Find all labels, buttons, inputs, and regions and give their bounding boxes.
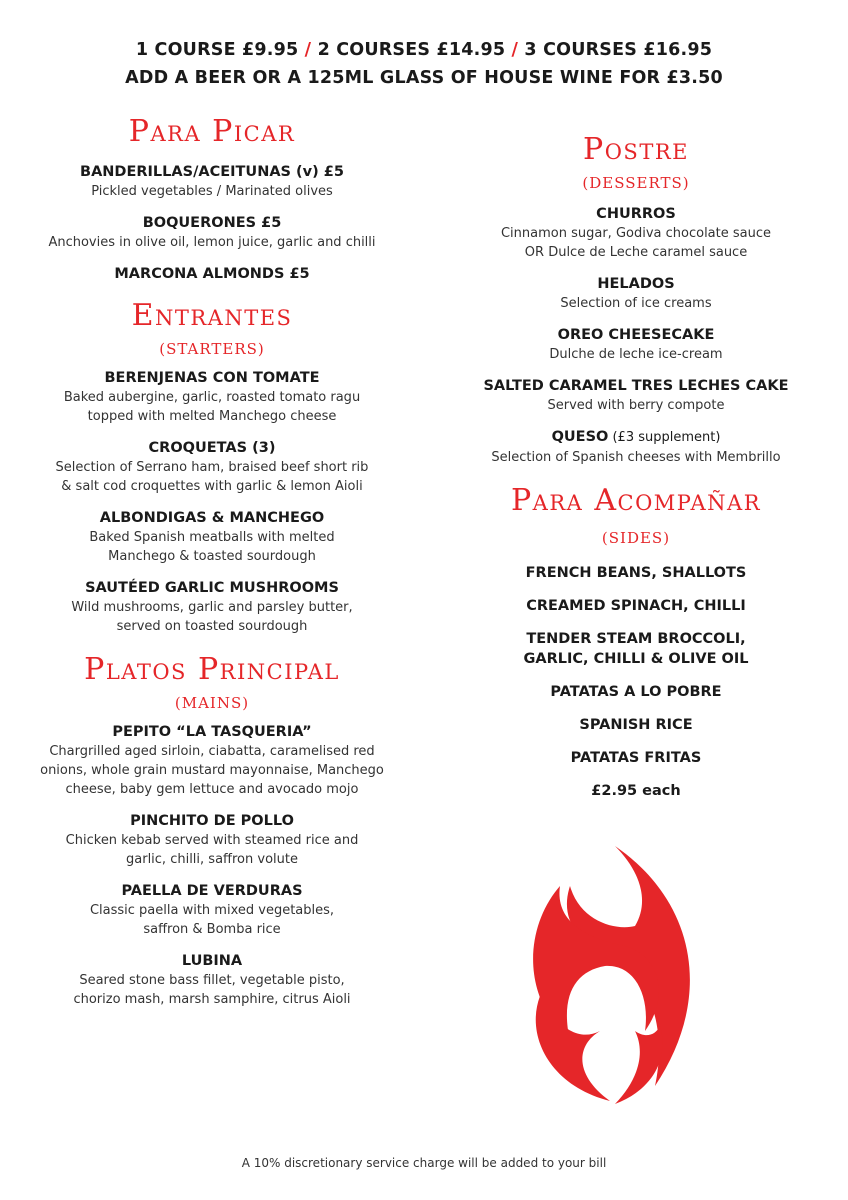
side-item bbox=[456, 682, 816, 702]
menu-item bbox=[22, 881, 402, 939]
menu-item-description: Classic paella with mixed vegetables, bbox=[89, 903, 335, 918]
platos-list bbox=[22, 722, 402, 1009]
menu-item-name bbox=[22, 162, 402, 182]
menu-item-name bbox=[22, 508, 402, 528]
menu-item-description: Selection of ice creams bbox=[560, 296, 712, 311]
menu-item bbox=[456, 427, 816, 467]
menu-item-name-text: SAUTÉED GARLIC MUSHROOMS bbox=[85, 580, 339, 596]
menu-item-description: Anchovies in olive oil, lemon juice, garlic and chilli bbox=[48, 235, 376, 250]
menu-item-name bbox=[456, 376, 816, 396]
menu-item bbox=[22, 162, 402, 201]
side-item-line: SPANISH RICE bbox=[579, 717, 693, 733]
side-item-line: GARLIC, CHILLI & OLIVE OIL bbox=[523, 651, 749, 667]
menu-item-name bbox=[456, 274, 816, 294]
side-item-line: PATATAS FRITAS bbox=[570, 750, 702, 766]
course-prices bbox=[0, 36, 848, 64]
price-1-course: 1 COURSE £9.95 bbox=[135, 40, 299, 60]
menu-item-name-text: PINCHITO DE POLLO bbox=[130, 813, 294, 829]
right-column bbox=[456, 130, 816, 801]
section-title-acompanar: Para Acompañar bbox=[510, 483, 762, 518]
menu-item bbox=[22, 213, 402, 252]
service-charge-note: A 10% discretionary service charge will be added to your bill bbox=[241, 1156, 607, 1170]
menu-item-description: Wild mushrooms, garlic and parsley butter, bbox=[71, 600, 353, 615]
menu-header bbox=[0, 36, 848, 92]
flame-icon bbox=[520, 846, 700, 1106]
section-title-para-picar: Para Picar bbox=[128, 114, 296, 149]
menu-item-description: topped with melted Manchego cheese bbox=[87, 409, 337, 424]
side-item bbox=[456, 748, 816, 768]
section-subtitle-desserts: (DESSERTS) bbox=[582, 174, 690, 192]
menu-item bbox=[456, 325, 816, 364]
menu-item-description: saffron & Bomba rice bbox=[143, 922, 281, 937]
side-item bbox=[456, 629, 816, 669]
menu-item-description: cheese, baby gem lettuce and avocado mojo bbox=[65, 782, 359, 797]
menu-item-name-text: CROQUETAS (3) bbox=[148, 440, 276, 456]
menu-item-description: Cinnamon sugar, Godiva chocolate sauce bbox=[500, 226, 772, 241]
menu-item-name bbox=[22, 438, 402, 458]
menu-item-description: Selection of Spanish cheeses with Membrillo bbox=[491, 450, 781, 465]
menu-item-description: Baked Spanish meatballs with melted bbox=[89, 530, 335, 545]
menu-item bbox=[456, 376, 816, 415]
section-title-postre: Postre bbox=[583, 132, 689, 167]
sides-list bbox=[456, 563, 816, 768]
menu-item-name bbox=[22, 368, 402, 388]
menu-item-description: Served with berry compote bbox=[547, 398, 725, 413]
menu-item-description: onions, whole grain mustard mayonnaise, Manchego bbox=[40, 763, 384, 778]
side-item-line: CREAMED SPINACH, CHILLI bbox=[526, 598, 746, 614]
menu-item-description: chorizo mash, marsh samphire, citrus Aioli bbox=[73, 992, 351, 1007]
menu-item-name bbox=[22, 811, 402, 831]
menu-item-name-text: MARCONA ALMONDS £5 bbox=[114, 266, 310, 282]
menu-item-supplement: (£3 supplement) bbox=[608, 430, 721, 445]
menu-item bbox=[22, 508, 402, 566]
menu-item-name bbox=[22, 213, 402, 233]
menu-item-description: & salt cod croquettes with garlic & lemon Aioli bbox=[61, 479, 363, 494]
menu-item-name-text: PAELLA DE VERDURAS bbox=[121, 883, 303, 899]
price-2-courses: 2 COURSES £14.95 bbox=[317, 40, 506, 60]
menu-item-name-text: SALTED CARAMEL TRES LECHES CAKE bbox=[483, 378, 789, 394]
menu-item-name bbox=[22, 722, 402, 742]
menu-item-name bbox=[22, 951, 402, 971]
menu-item-description: garlic, chilli, saffron volute bbox=[126, 852, 298, 867]
side-item-line: PATATAS A LO POBRE bbox=[550, 684, 722, 700]
menu-item-description: Selection of Serrano ham, braised beef short rib bbox=[55, 460, 369, 475]
menu-item-description: Chicken kebab served with steamed rice and bbox=[65, 833, 359, 848]
menu-item-name-text: ALBONDIGAS & MANCHEGO bbox=[99, 510, 325, 526]
postre-list bbox=[456, 204, 816, 467]
menu-item-name-text: BANDERILLAS/ACEITUNAS (v) £5 bbox=[80, 164, 344, 180]
menu-item-name-text: BERENJENAS CON TOMATE bbox=[104, 370, 320, 386]
menu-item-name-text: HELADOS bbox=[597, 276, 675, 292]
para-picar-list bbox=[22, 162, 402, 284]
slash-divider: / bbox=[304, 40, 312, 60]
menu-item-name-text: BOQUERONES £5 bbox=[142, 215, 282, 231]
menu-item-name-text: QUESO bbox=[551, 429, 609, 445]
side-item bbox=[456, 563, 816, 583]
menu-item-description: OR Dulce de Leche caramel sauce bbox=[524, 245, 748, 260]
menu-item-description: Chargrilled aged sirloin, ciabatta, caramelised red bbox=[49, 744, 375, 759]
menu-item-description: served on toasted sourdough bbox=[116, 619, 308, 634]
menu-item bbox=[22, 951, 402, 1009]
section-subtitle-starters: (STARTERS) bbox=[159, 340, 265, 358]
section-title-entrantes: Entrantes bbox=[131, 298, 293, 333]
menu-item bbox=[22, 722, 402, 799]
side-item-line: TENDER STEAM BROCCOLI, bbox=[526, 631, 746, 647]
menu-item-name bbox=[22, 881, 402, 901]
side-item bbox=[456, 715, 816, 735]
menu-item bbox=[22, 264, 402, 284]
drink-offer: ADD A BEER OR A 125ML GLASS OF HOUSE WINE FOR £3.50 bbox=[125, 68, 723, 88]
side-item bbox=[456, 596, 816, 616]
menu-item-name-text: CHURROS bbox=[596, 206, 676, 222]
menu-item-description: Seared stone bass fillet, vegetable pisto, bbox=[79, 973, 345, 988]
sides-price: £2.95 each bbox=[591, 783, 681, 799]
menu-item bbox=[456, 274, 816, 313]
menu-item-description: Baked aubergine, garlic, roasted tomato ragu bbox=[63, 390, 361, 405]
left-column bbox=[22, 112, 402, 1021]
slash-divider: / bbox=[511, 40, 519, 60]
section-subtitle-mains: (MAINS) bbox=[174, 694, 250, 712]
menu-item bbox=[22, 368, 402, 426]
section-title-platos: Platos Principal bbox=[84, 652, 340, 687]
side-item-line: FRENCH BEANS, SHALLOTS bbox=[525, 565, 747, 581]
entrantes-list bbox=[22, 368, 402, 636]
menu-item bbox=[456, 204, 816, 262]
menu-item-description: Pickled vegetables / Marinated olives bbox=[91, 184, 333, 199]
price-3-courses: 3 COURSES £16.95 bbox=[524, 40, 713, 60]
menu-item-name-text: OREO CHEESECAKE bbox=[557, 327, 715, 343]
menu-item-description: Dulche de leche ice-cream bbox=[549, 347, 723, 362]
menu-item-name bbox=[22, 264, 402, 284]
menu-item-description: Manchego & toasted sourdough bbox=[108, 549, 316, 564]
menu-item bbox=[22, 438, 402, 496]
menu-item-name bbox=[22, 578, 402, 598]
menu-item-name bbox=[456, 427, 816, 448]
menu-item bbox=[22, 811, 402, 869]
menu-item-name-text: LUBINA bbox=[181, 953, 243, 969]
menu-item bbox=[22, 578, 402, 636]
menu-item-name bbox=[456, 325, 816, 345]
menu-item-name bbox=[456, 204, 816, 224]
section-subtitle-sides: (SIDES) bbox=[601, 529, 671, 547]
menu-item-name-text: PEPITO “LA TASQUERIA” bbox=[112, 724, 312, 740]
